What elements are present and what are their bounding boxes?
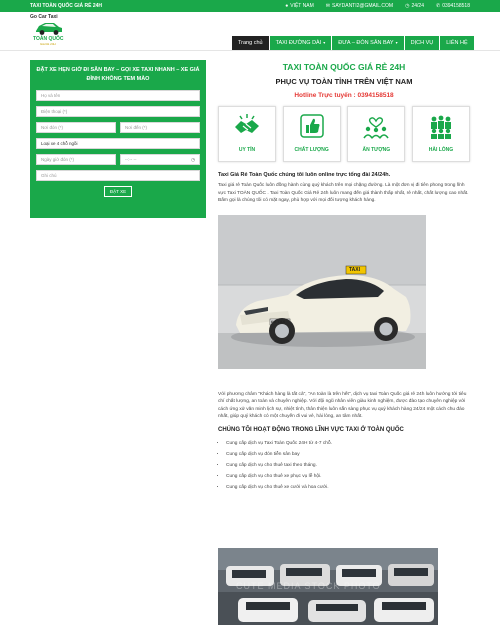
feature-box-satisfaction [412,106,470,162]
main-nav [232,36,475,50]
list-item: • Cung cấp dịch vụ Taxi Toàn Quốc 24H từ 4-7 chỗ. [226,438,470,449]
feature-boxes [218,106,470,162]
page-subtitle: PHỤC VỤ TOÀN TỈNH TRÊN VIỆT NAM [275,77,413,86]
team-icon [426,111,456,141]
pickup-time-field[interactable] [120,154,200,165]
phone-icon: ✆ [435,3,441,9]
mission-paragraph: Với phương châm "Khách hàng là tất cả", "An toàn là trên hết", dịch vụ taxi Toàn Quốc giá rẻ 24h luôn hướng tới tiêu chí chất lượng, an toàn và chuyên nghiệp. Với đội ngũ nhân viên giàu kinh nghiệm, được đào tạo chuyên nghiệp với cách ứng xử văn minh lịch sự, nhiệt tình, thân thiện luôn sẵn sàng phục vụ quý khách hàng 24/24 một cách chu đáo nhất, giúp quý khách có một chuyến đi vui vẻ, hài lòng, an tâm nhất. [218,391,467,419]
services-heading: CHÚNG TÔI HOẠT ĐỘNG TRONG LĨNH VỰC TAXI Ở TOÀN QUỐC [218,426,404,433]
book-button[interactable]: ĐẶT XE [104,186,132,197]
main-content [218,60,470,493]
nav-item-long-distance[interactable] [270,36,333,50]
intro-paragraph: Taxi giá rẻ Toàn Quốc luôn đồng hành cùng quý khách trên mọi chặng đường. Là một đơn vị đi tiên phong trong lĩnh vực Taxi TOÀN QUỐC . Taxi Toàn Quốc Giá Rẻ 24h luôn mang đến giá thành thấp nhất, rẻ nhất, chất lượng cao nhất. Bấm gọi là chúng tôi có mặt ngay, phù hợp với mọi đối tượng khách hàng. [218,183,469,203]
taxi-fleet-image [218,548,438,625]
phone-text[interactable]: 0394158518 [442,3,470,9]
clock-icon: ◷ [405,3,410,9]
email-info[interactable] [326,3,393,9]
list-item: • Cung cấp dịch vụ cho thuê xe phục vụ lễ hội. [226,471,470,482]
nav-item-home[interactable]: Trang chủ [232,36,270,50]
email-text[interactable]: SAYDANTI2@GMAIL.COM [331,3,394,9]
chevron-down-icon: ▾ [395,40,398,45]
logo-line3: Giá Rẻ 24H [40,42,56,46]
handshake-icon [232,111,262,141]
logo-line2: TOÀN QUỐC [33,36,64,42]
site-logo[interactable] [30,14,70,48]
chevron-down-icon: ▾ [323,40,326,45]
feature-label: UY TÍN [238,147,256,153]
location-info [285,3,314,9]
nav-item-airport[interactable] [332,36,404,50]
feature-label: CHẤT LƯỢNG [294,147,329,153]
thumbs-up-icon [297,111,327,141]
nav-item-airport-label: ĐƯA – ĐÓN SÂN BAY [338,40,394,46]
feature-box-impression [347,106,405,162]
image-watermark: CUTE MEDIA STOCK PHOTO [236,581,381,591]
phone-info[interactable] [436,3,470,9]
feature-label: HÀI LÒNG [428,147,454,153]
nav-item-services[interactable]: DỊCH VỤ [405,36,441,50]
logo-car-icon [34,20,64,36]
location-pin-icon: ● [285,3,289,9]
site-header [0,12,500,50]
heart-group-icon [361,111,391,141]
hotline-text[interactable]: Hotline Trực tuyến : 0394158518 [294,92,394,99]
license-plate: EV TAX [271,318,286,324]
phone-field[interactable]: Điện thoại (*) [36,106,200,117]
feature-label: ẤN TƯỢNG [362,147,391,153]
pickup-date-field[interactable]: Ngày giờ đón (*) [36,154,116,165]
list-item: • Cung cấp dịch vụ cho thuê xe cưới và hoa cưới. [226,482,470,493]
route-row [36,122,200,138]
mail-icon: ✉ [325,3,330,9]
feature-box-quality [283,106,341,162]
hours-info [405,3,424,9]
hours-text: 24/24 [411,3,424,9]
nav-item-contact[interactable]: LIÊN HỆ [440,36,474,50]
destination-field[interactable]: Nơi đến (*) [120,122,200,133]
services-list [218,438,470,493]
page-title: TAXI TOÀN QUỐC GIÁ RẺ 24H [282,62,406,72]
note-field[interactable]: Ghi chú [36,170,200,181]
pickup-time-value: --:-- -- [125,157,137,162]
name-field[interactable]: Họ và tên [36,90,200,101]
pickup-field[interactable]: Nơi đón (*) [36,122,116,133]
feature-box-trust [218,106,276,162]
datetime-row [36,154,200,170]
booking-form-title: ĐẶT XE HẸN GIỜ ĐI SÂN BAY – GỌI XE TAXI NHANH – XE GIÁ ĐÌNH KHÔNG TEM MÀO [36,67,200,82]
white-taxi-car-illustration [218,215,426,369]
top-bar [0,0,500,12]
nav-item-long-distance-label: TAXI ĐƯỜNG DÀI [275,40,322,46]
location-text: VIỆT NAM [290,3,314,9]
logo-line1: Go Car Taxi [30,14,58,20]
list-item: • Cung cấp dịch vụ đón tiễn sân bay [226,449,470,460]
taxi-car-image [218,215,426,369]
intro-lead: Taxi Giá Rẻ Toàn Quốc chúng tôi luôn online trực tổng đài 24/24h. [218,172,391,178]
list-item: • Cung cấp dịch vụ cho thuê taxi theo tháng. [226,460,470,471]
header-divider [0,50,500,51]
top-bar-title: TAXI TOÀN QUỐC GIÁ RẺ 24H [30,3,103,9]
taxi-roof-sign: TAXI [349,266,361,273]
clock-icon[interactable]: ◷ [191,157,195,162]
booking-form [30,60,206,218]
vehicle-type-select[interactable]: Loại xe 4 chỗ ngồi [36,138,200,149]
